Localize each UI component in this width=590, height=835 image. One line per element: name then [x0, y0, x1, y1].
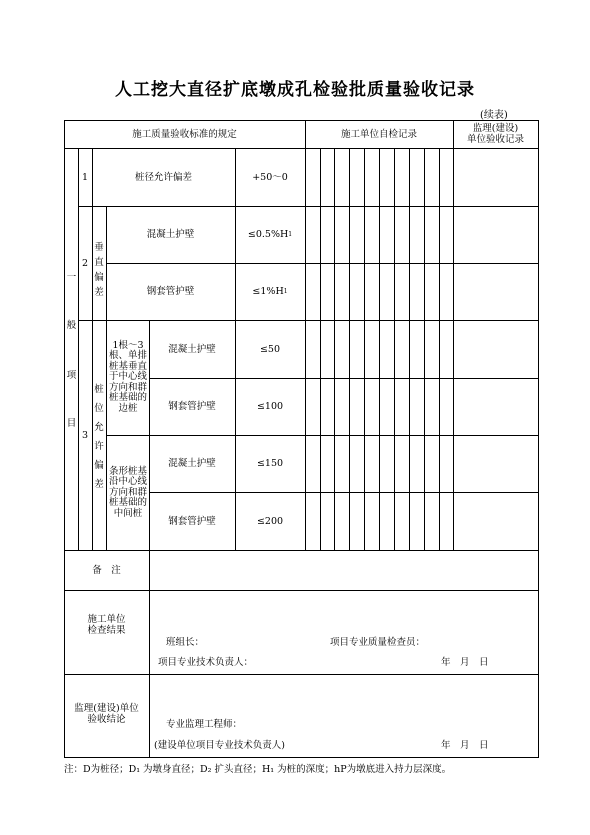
- row3-item2-value: ≤100: [256, 401, 284, 412]
- row2-item1-name: 混凝土护壁: [146, 229, 195, 240]
- row3-item1-value: ≤50: [259, 343, 281, 355]
- row3-item4-value: ≤200: [256, 515, 284, 527]
- row2-item2-value: [235, 263, 305, 320]
- supervision-date: 年 月 日: [441, 740, 489, 751]
- team-leader-label: 班组长：: [166, 637, 205, 648]
- row2-category: 垂直偏差: [94, 242, 104, 298]
- header-standard: 施工质量验收标准的规定: [132, 128, 237, 140]
- construction-date: 年 月 日: [441, 657, 489, 668]
- header-supervision-line2: 单位验收记录: [466, 134, 524, 145]
- row2-item1-value-sub: 1: [288, 231, 293, 238]
- row3-item1-name: 混凝土护壁: [168, 343, 216, 355]
- construction-label-line1: 施工单位: [87, 614, 126, 625]
- page-title: 人工挖大直径扩底墩成孔检验批质量验收记录: [115, 80, 475, 100]
- section-label-2: 般: [66, 320, 77, 331]
- construction-label-line2: 检查结果: [87, 625, 126, 636]
- row2-item2-value-sub: 1: [283, 288, 288, 295]
- supervision-label-line1: 监理(建设)单位: [74, 703, 139, 714]
- row1-value: +50～0: [252, 171, 288, 183]
- row3-item3-name: 混凝土护壁: [168, 458, 216, 469]
- supervision-label-line2: 验收结论: [87, 714, 126, 725]
- owner-tech-lead-label: (建设单位项目专业技术负责人): [154, 740, 285, 751]
- header-supervision: [453, 120, 538, 148]
- header-supervision-line1: 监理(建设): [472, 123, 519, 134]
- row2-item2-value-text: ≤1%H: [252, 286, 284, 297]
- row3-group2: 条形桩基沿中心线方向和群桩基础的中间桩: [108, 465, 147, 519]
- quality-inspector-label: 项目专业质量检查员：: [330, 637, 426, 648]
- continued-label: (续表): [480, 110, 508, 121]
- row3-category: 桩位允许偏差: [94, 384, 104, 490]
- header-self-check: 施工单位自检记录: [340, 128, 417, 140]
- remarks-label: 备 注: [92, 564, 121, 576]
- row2-item1-value: [235, 206, 305, 263]
- construction-label: [64, 610, 149, 640]
- row2-number: 2: [81, 257, 89, 269]
- row1-name: 桩径允许偏差: [134, 171, 192, 183]
- row1-number: 1: [81, 171, 89, 183]
- supervision-label: [64, 700, 149, 728]
- section-label-1: 一: [66, 272, 77, 283]
- row3-item4-name: 钢套管护壁: [168, 515, 216, 527]
- row3-item2-name: 钢套管护壁: [168, 401, 216, 412]
- row2-item2-name: 钢套管护壁: [146, 286, 195, 297]
- section-label-3: 项: [66, 370, 77, 381]
- section-label-4: 目: [66, 418, 77, 429]
- row2-item1-value-text: ≤0.5%H: [247, 229, 289, 240]
- row3-item3-value: ≤150: [256, 458, 284, 469]
- supervision-engineer-label: 专业监理工程师：: [166, 719, 243, 730]
- row3-group1: 1根～3根、单排桩基垂直于中心线方向和群桩基础的边桩: [108, 339, 147, 414]
- row3-number: 3: [81, 429, 89, 441]
- tech-lead-label: 项目专业技术负责人：: [158, 657, 254, 668]
- footnote: 注：D为桩径；D₁ 为墩身直径；D₂ 扩头直径；H₁ 为桩的深度；hP为墩底进入持力层深度。: [64, 764, 452, 775]
